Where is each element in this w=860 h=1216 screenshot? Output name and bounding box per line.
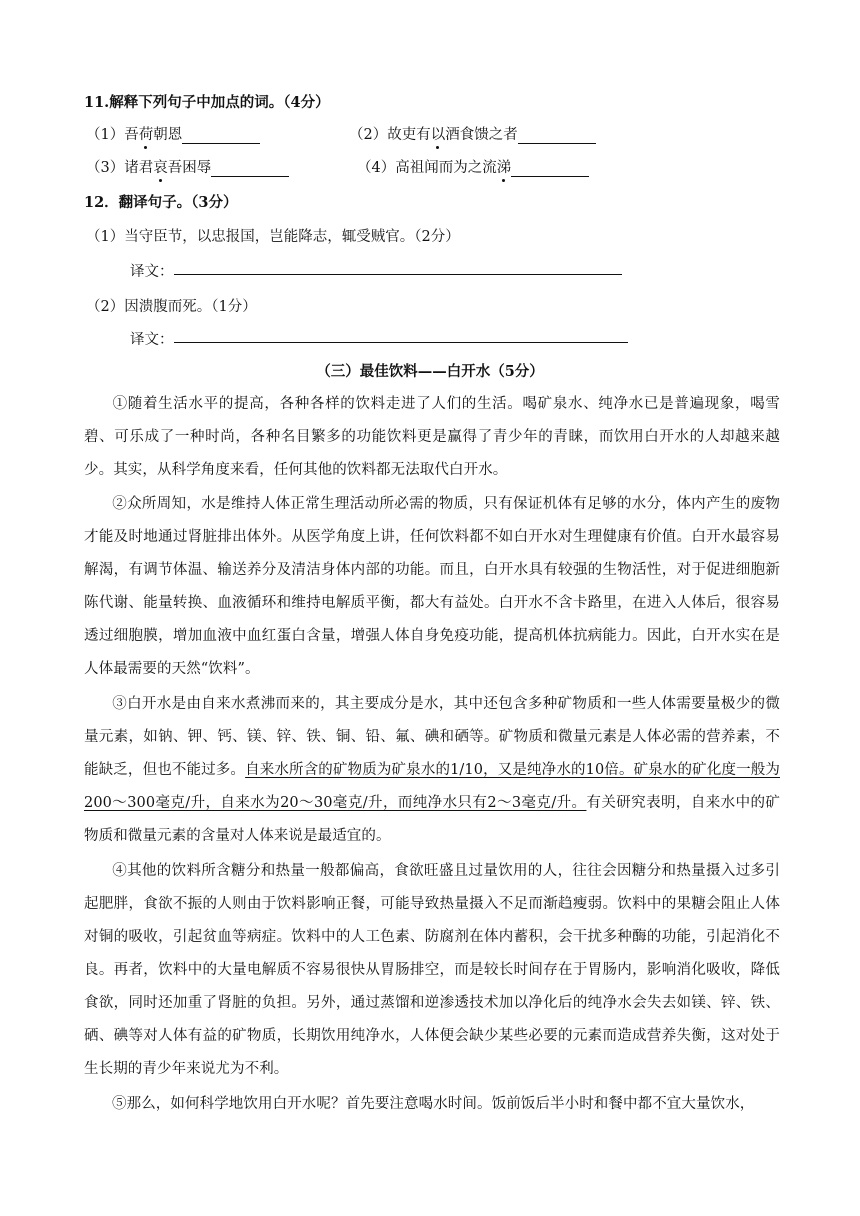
paragraph-4: ④其他的饮料所含糖分和热量一般都偏高，食欲旺盛且过量饮用的人，往往会因糖分和热量摄入过多引起肥胖，食欲不振的人则由于饮料影响正餐，可能导致热量摄入不足而渐趋瘦弱。饮料中的果糖会阻止人体对铜的吸收，引起贫血等病症。饮料中的人工色素、防腐剂在体内蓄积，会干扰多种酶的功能，引起消化不良。再者，饮料中的大量电解质不容易很快从胃肠排空，而是较长时间存在于胃肠内，影响消化吸收，降低食欲，同时还加重了肾脏的负担。另外，通过蒸馏和逆渗透技术加以净化后的纯净水会失去如镁、锌、铁、硒、碘等对人体有益的矿物质，长期饮用纯净水，人体便会缺少某些必要的元素而造成营养失衡，这对处于生长期的青少年来说尤为不利。 bbox=[84, 863, 780, 1077]
answer-blank[interactable] bbox=[182, 127, 260, 144]
q12-title: 12．翻译句子。（3分） bbox=[84, 194, 238, 211]
underlined-sentence: 自来水所含的矿物质为矿泉水的1/10，又是纯净水的10倍。矿泉水的矿化度一般为200～300毫克/升，自来水为20～30毫克/升，而纯净水只有2～3毫克/升。 bbox=[84, 762, 780, 811]
paragraph-3: ③白开水是由自来水煮沸而来的，其主要成分是水，其中还包含多种矿物质和一些人体需要量极少的微量元素，如钠、钾、钙、镁、锌、铁、铜、铅、氟、碘和硒等。矿物质和微量元素是人体必需的营养素，不能缺乏，但也不能过多。自来水所含的矿物质为矿泉水的1/10，又是纯净水的10倍。矿泉水的矿化度一般为200～300毫克/升，自来水为20～30毫克/升，而纯净水只有2～3毫克/升。有关研究表明，自来水中的矿物质和微量元素的含量对人体来说是最适宜的。 bbox=[84, 696, 780, 844]
answer-label-2: 译文： bbox=[130, 332, 174, 348]
q11-item-1: （1）吾荷朝恩 bbox=[86, 123, 260, 144]
paragraph-1: ①随着生活水平的提高，各种各样的饮料走进了人们的生活。喝矿泉水、纯净水已是普遍现象，喝雪碧、可乐成了一种时尚，各种名目繁多的功能饮料更是赢得了青少年的青睐，而饮用白开水的人却越来越少。其实，从科学角度来看，任何其他的饮料都无法取代白开水。 bbox=[84, 396, 780, 478]
dotted-char: 荷 bbox=[139, 123, 154, 144]
answer-line-1[interactable] bbox=[174, 274, 622, 275]
q11-item-2: （2）故吏有以酒食馈之者 bbox=[349, 123, 596, 144]
answer-label-1: 译文： bbox=[130, 264, 174, 280]
q11-item-4: （4）高祖闻而为之流涕 bbox=[357, 156, 589, 177]
dotted-char: 哀 bbox=[153, 156, 168, 177]
q11-title: 11.解释下列句子中加点的词。（4分） bbox=[84, 94, 330, 111]
q12-sentence-1: （1）当守臣节，以忠报国，岂能降志，辄受贼官。（2分） bbox=[86, 229, 460, 245]
paragraph-2: ②众所周知，水是维持人体正常生理活动所必需的物质，只有保证机体有足够的水分，体内产生的废物才能及时地通过肾脏排出体外。从医学角度上讲，任何饮料都不如白开水对生理健康有价值。白开水最容易解渴，有调节体温、输送养分及清洁身体内部的功能。而且，白开水具有较强的生物活性，对于促进细胞新陈代谢、能量转换、血液循环和维持电解质平衡，都大有益处。白开水不含卡路里，在进入人体后，很容易透过细胞膜，增加血液中血红蛋白含量，增强人体自身免疫功能，提高机体抗病能力。因此，白开水实在是人体最需要的天然“饮料”。 bbox=[84, 496, 780, 677]
paragraph-5: ⑤那么，如何科学地饮用白开水呢？首先要注意喝水时间。饭前饭后半小时和餐中都不宜大量饮水， bbox=[112, 1096, 755, 1112]
answer-line-2[interactable] bbox=[174, 342, 628, 343]
answer-blank[interactable] bbox=[211, 160, 289, 177]
dotted-char: 涕 bbox=[497, 156, 512, 177]
dotted-char: 以 bbox=[431, 123, 446, 144]
section-title: （三）最佳饮料——白开水（5分） bbox=[316, 363, 544, 380]
q11-item-3: （3）诸君哀吾困辱 bbox=[86, 156, 289, 177]
q12-sentence-2: （2）因溃腹而死。（1分） bbox=[86, 299, 257, 315]
answer-blank[interactable] bbox=[518, 127, 596, 144]
answer-blank[interactable] bbox=[511, 160, 589, 177]
